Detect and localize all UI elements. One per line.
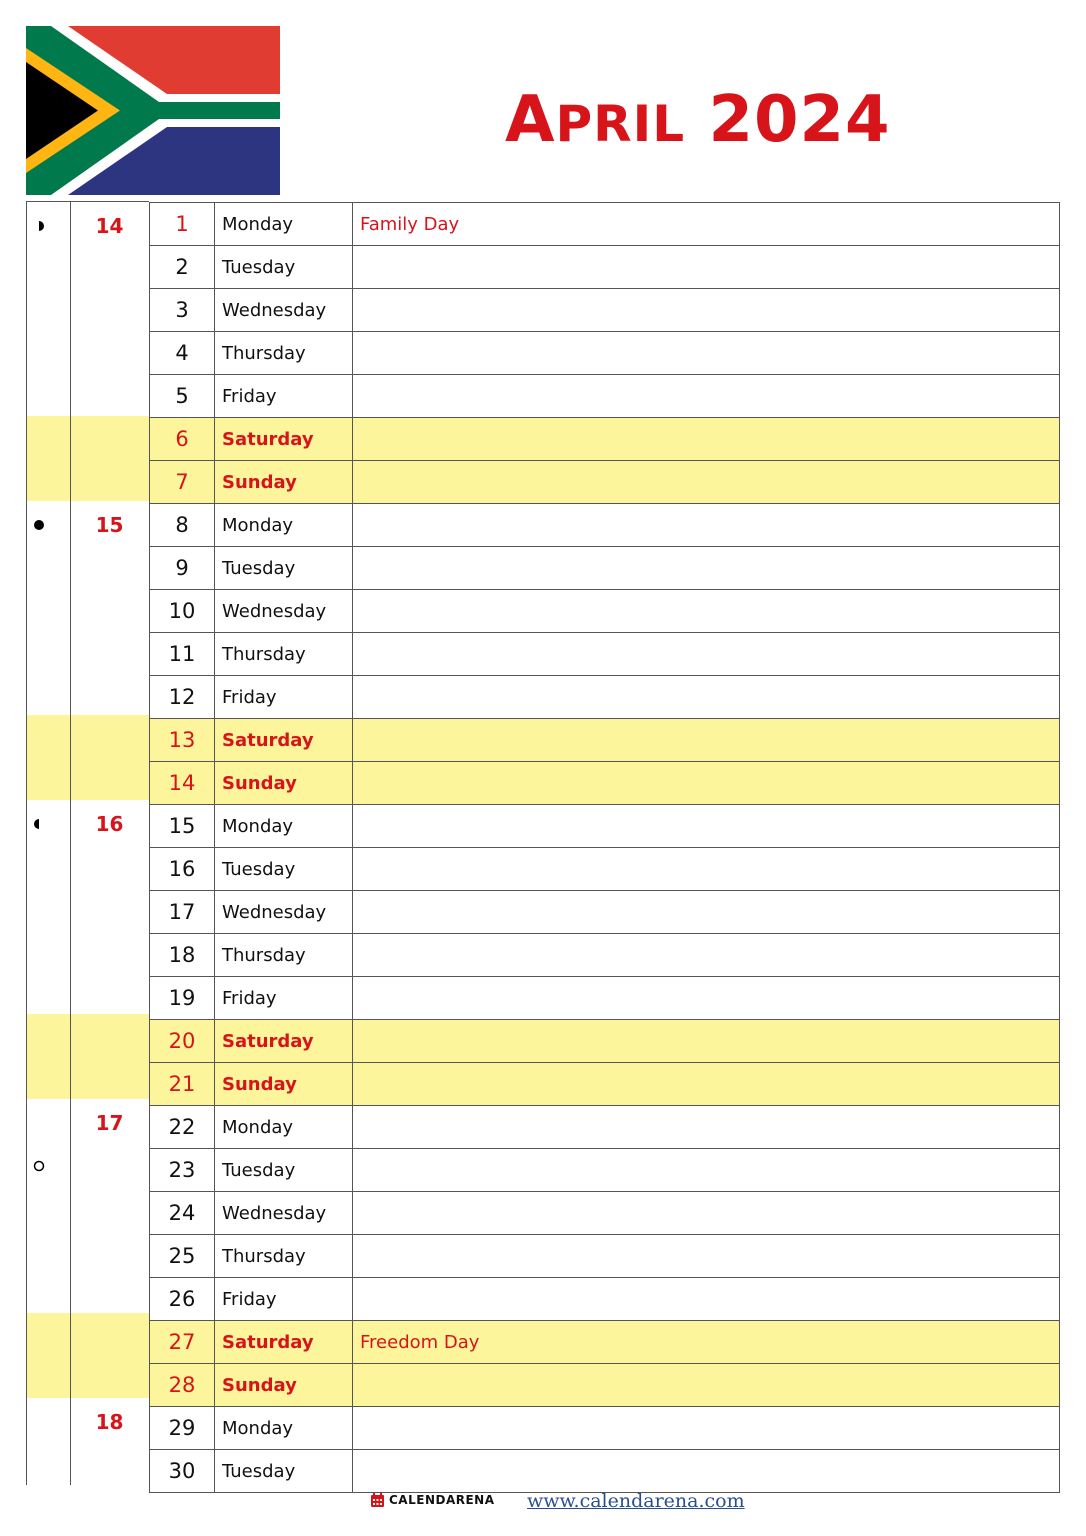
day-number: 30 (150, 1450, 215, 1493)
weekday-name: Saturday (215, 1321, 353, 1364)
weekday-name: Saturday (215, 418, 353, 461)
full-moon-icon (33, 1160, 45, 1172)
day-row (150, 332, 1060, 375)
day-number: 20 (150, 1020, 215, 1063)
day-row (150, 934, 1060, 977)
table-left-rule (26, 201, 27, 1485)
day-number: 12 (150, 676, 215, 719)
weekday-name: Thursday (215, 332, 353, 375)
day-number: 6 (150, 418, 215, 461)
day-note[interactable] (353, 1364, 1060, 1407)
brand-name: CALENDARENA (389, 1493, 495, 1507)
page-title: APRIL 2024 (505, 83, 891, 157)
weekday-name: Saturday (215, 719, 353, 762)
day-row (150, 1235, 1060, 1278)
day-row (150, 1149, 1060, 1192)
footer (0, 1492, 1086, 1514)
day-note[interactable] (353, 1278, 1060, 1321)
day-row (150, 633, 1060, 676)
day-row (150, 1020, 1060, 1063)
day-row (150, 246, 1060, 289)
weekday-name: Tuesday (215, 848, 353, 891)
day-number: 15 (150, 805, 215, 848)
day-note[interactable] (353, 547, 1060, 590)
weekday-name: Friday (215, 1278, 353, 1321)
day-row (150, 504, 1060, 547)
weekday-name: Friday (215, 375, 353, 418)
day-number: 28 (150, 1364, 215, 1407)
day-number: 13 (150, 719, 215, 762)
day-row (150, 805, 1060, 848)
day-row (150, 289, 1060, 332)
calendar-icon (370, 1492, 385, 1508)
day-number: 25 (150, 1235, 215, 1278)
day-number: 11 (150, 633, 215, 676)
weekday-name: Friday (215, 977, 353, 1020)
weekday-name: Friday (215, 676, 353, 719)
day-number: 29 (150, 1407, 215, 1450)
day-table (149, 202, 1060, 1493)
weekday-name: Monday (215, 203, 353, 246)
day-note[interactable] (353, 332, 1060, 375)
day-row (150, 1321, 1060, 1364)
day-row (150, 461, 1060, 504)
week-column-rule (70, 201, 71, 1485)
day-note[interactable]: Family Day (353, 203, 1060, 246)
day-number: 26 (150, 1278, 215, 1321)
weekend-band (26, 1313, 149, 1398)
day-note[interactable] (353, 375, 1060, 418)
weekday-name: Thursday (215, 1235, 353, 1278)
weekday-name: Monday (215, 504, 353, 547)
day-number: 14 (150, 762, 215, 805)
day-number: 17 (150, 891, 215, 934)
day-note[interactable] (353, 1063, 1060, 1106)
last-quarter-icon (33, 818, 45, 830)
day-row (150, 848, 1060, 891)
brand-logo (370, 1492, 495, 1508)
day-number: 27 (150, 1321, 215, 1364)
day-note[interactable] (353, 461, 1060, 504)
weekday-name: Wednesday (215, 590, 353, 633)
day-number: 3 (150, 289, 215, 332)
week-number: 14 (95, 214, 124, 238)
day-number: 16 (150, 848, 215, 891)
day-note[interactable] (353, 590, 1060, 633)
day-row (150, 762, 1060, 805)
day-note[interactable] (353, 633, 1060, 676)
day-row (150, 676, 1060, 719)
day-row (150, 590, 1060, 633)
week-number: 17 (95, 1111, 124, 1135)
day-note[interactable] (353, 289, 1060, 332)
weekday-name: Wednesday (215, 1192, 353, 1235)
day-note[interactable] (353, 418, 1060, 461)
day-row (150, 1364, 1060, 1407)
weekend-band (26, 416, 149, 501)
day-row (150, 375, 1060, 418)
week-number: 16 (95, 812, 124, 836)
day-row (150, 977, 1060, 1020)
day-number: 10 (150, 590, 215, 633)
day-number: 2 (150, 246, 215, 289)
weekday-name: Monday (215, 1407, 353, 1450)
day-row (150, 547, 1060, 590)
weekday-name: Sunday (215, 1063, 353, 1106)
weekday-name: Sunday (215, 1364, 353, 1407)
website-link[interactable]: www.calendarena.com (527, 1490, 745, 1512)
day-note[interactable] (353, 1192, 1060, 1235)
day-row (150, 891, 1060, 934)
day-row (150, 1063, 1060, 1106)
day-note[interactable] (353, 504, 1060, 547)
weekday-name: Tuesday (215, 1149, 353, 1192)
south-africa-flag (26, 26, 280, 195)
weekday-name: Tuesday (215, 246, 353, 289)
day-note[interactable] (353, 1020, 1060, 1063)
weekday-name: Thursday (215, 633, 353, 676)
day-number: 5 (150, 375, 215, 418)
day-number: 22 (150, 1106, 215, 1149)
day-row (150, 203, 1060, 246)
day-number: 4 (150, 332, 215, 375)
day-note[interactable] (353, 891, 1060, 934)
weekday-name: Sunday (215, 762, 353, 805)
day-number: 7 (150, 461, 215, 504)
table-top-rule (26, 201, 149, 202)
weekday-name: Saturday (215, 1020, 353, 1063)
day-note[interactable] (353, 676, 1060, 719)
day-note[interactable]: Freedom Day (353, 1321, 1060, 1364)
day-note[interactable] (353, 1235, 1060, 1278)
weekday-name: Monday (215, 1106, 353, 1149)
day-note[interactable] (353, 1149, 1060, 1192)
weekend-band (26, 1014, 149, 1099)
day-note[interactable] (353, 977, 1060, 1020)
day-note[interactable] (353, 1450, 1060, 1493)
new-moon-icon (33, 519, 45, 531)
weekday-name: Wednesday (215, 891, 353, 934)
day-number: 21 (150, 1063, 215, 1106)
day-number: 24 (150, 1192, 215, 1235)
day-row (150, 1278, 1060, 1321)
day-note[interactable] (353, 762, 1060, 805)
week-number: 15 (95, 513, 124, 537)
day-row (150, 1450, 1060, 1493)
day-note[interactable] (353, 805, 1060, 848)
weekday-name: Tuesday (215, 547, 353, 590)
weekday-name: Tuesday (215, 1450, 353, 1493)
day-number: 1 (150, 203, 215, 246)
day-row (150, 719, 1060, 762)
day-row (150, 1407, 1060, 1450)
day-note[interactable] (353, 1407, 1060, 1450)
day-number: 19 (150, 977, 215, 1020)
weekend-band (26, 715, 149, 800)
day-note[interactable] (353, 719, 1060, 762)
day-row (150, 1106, 1060, 1149)
day-note[interactable] (353, 1106, 1060, 1149)
weekday-name: Sunday (215, 461, 353, 504)
day-row (150, 1192, 1060, 1235)
weekday-name: Thursday (215, 934, 353, 977)
day-row (150, 418, 1060, 461)
weekday-name: Monday (215, 805, 353, 848)
day-note[interactable] (353, 934, 1060, 977)
day-note[interactable] (353, 246, 1060, 289)
day-note[interactable] (353, 848, 1060, 891)
day-number: 18 (150, 934, 215, 977)
first-quarter-icon (33, 220, 45, 232)
week-number: 18 (95, 1410, 124, 1434)
day-number: 8 (150, 504, 215, 547)
day-number: 9 (150, 547, 215, 590)
day-number: 23 (150, 1149, 215, 1192)
weekday-name: Wednesday (215, 289, 353, 332)
